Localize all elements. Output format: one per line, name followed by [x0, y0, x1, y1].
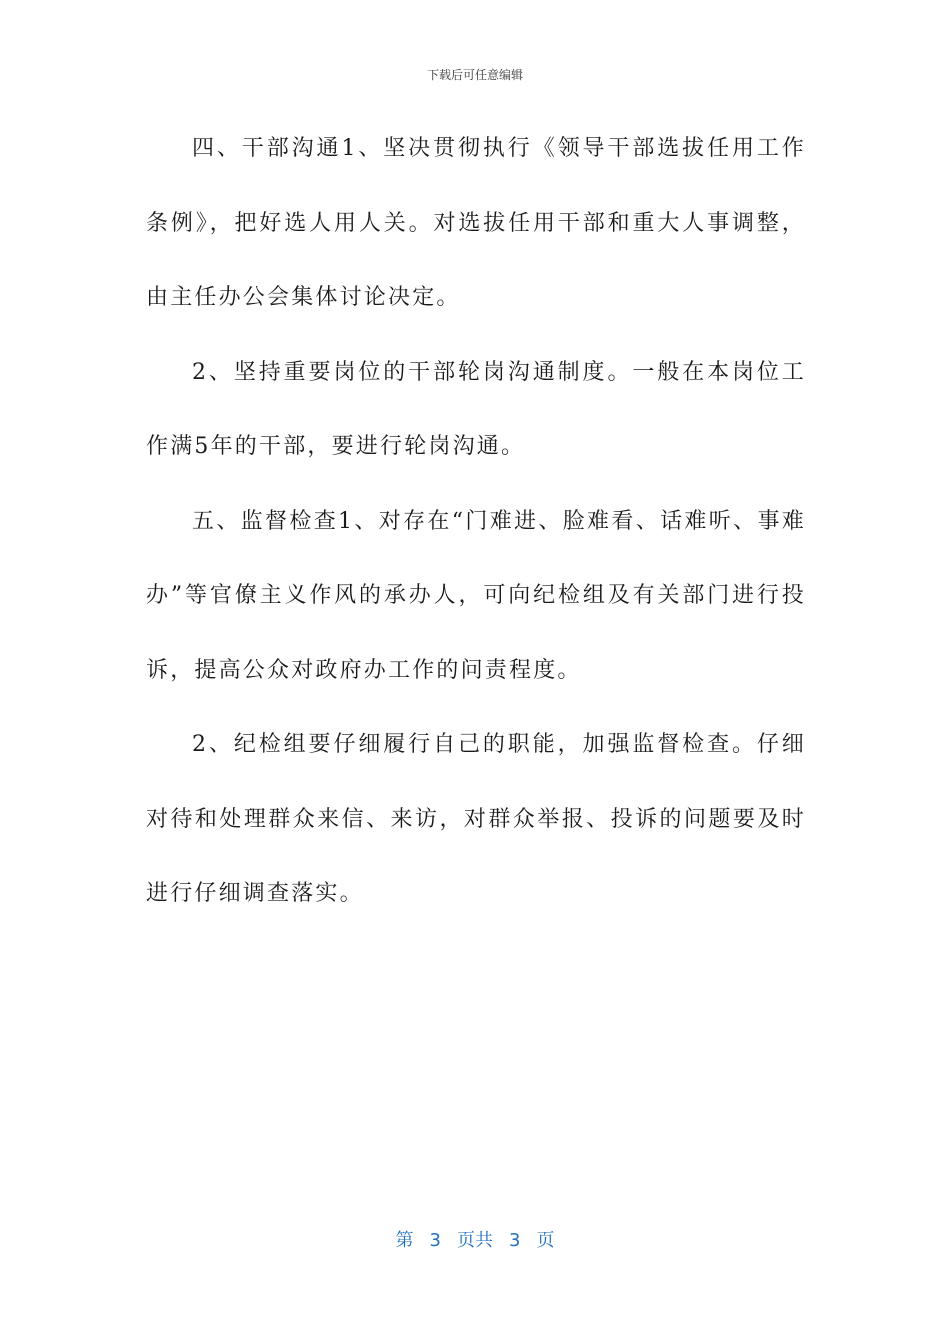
- paragraph-job-rotation: 2、坚持重要岗位的干部轮岗沟通制度。一般在本岗位工作满5年的干部，要进行轮岗沟通。: [146, 359, 806, 459]
- paragraph-cadre-exchange: 四、干部沟通1、坚决贯彻执行《领导干部选拔任用工作条例》，把好选人用人关。对选拔任用干部和重大人事调整，由主任办公会集体讨论决定。: [146, 136, 806, 310]
- page-footer: [0, 1226, 950, 1252]
- paragraph-supervision: 五、监督检查1、对存在“门难进、脸难看、话难听、事难办”等官僚主义作风的承办人，可向纪检组及有关部门进行投诉，提高公众对政府办工作的问责程度。: [146, 508, 806, 683]
- document-body: [146, 112, 806, 932]
- paragraph-discipline-group: 2、纪检组要仔细履行自己的职能，加强监督检查。仔细对待和处理群众来信、来访，对群众举报、投诉的问题要及时进行仔细调查落实。: [146, 732, 806, 906]
- footer-page-suffix: 页: [536, 1230, 555, 1251]
- footer-total-pages: 3: [509, 1230, 521, 1251]
- footer-total-label: 页共: [457, 1230, 493, 1251]
- footer-page-number: 3: [429, 1230, 441, 1251]
- page-header-note: 下载后可任意编辑: [426, 68, 523, 82]
- footer-page-label: 第: [395, 1230, 414, 1251]
